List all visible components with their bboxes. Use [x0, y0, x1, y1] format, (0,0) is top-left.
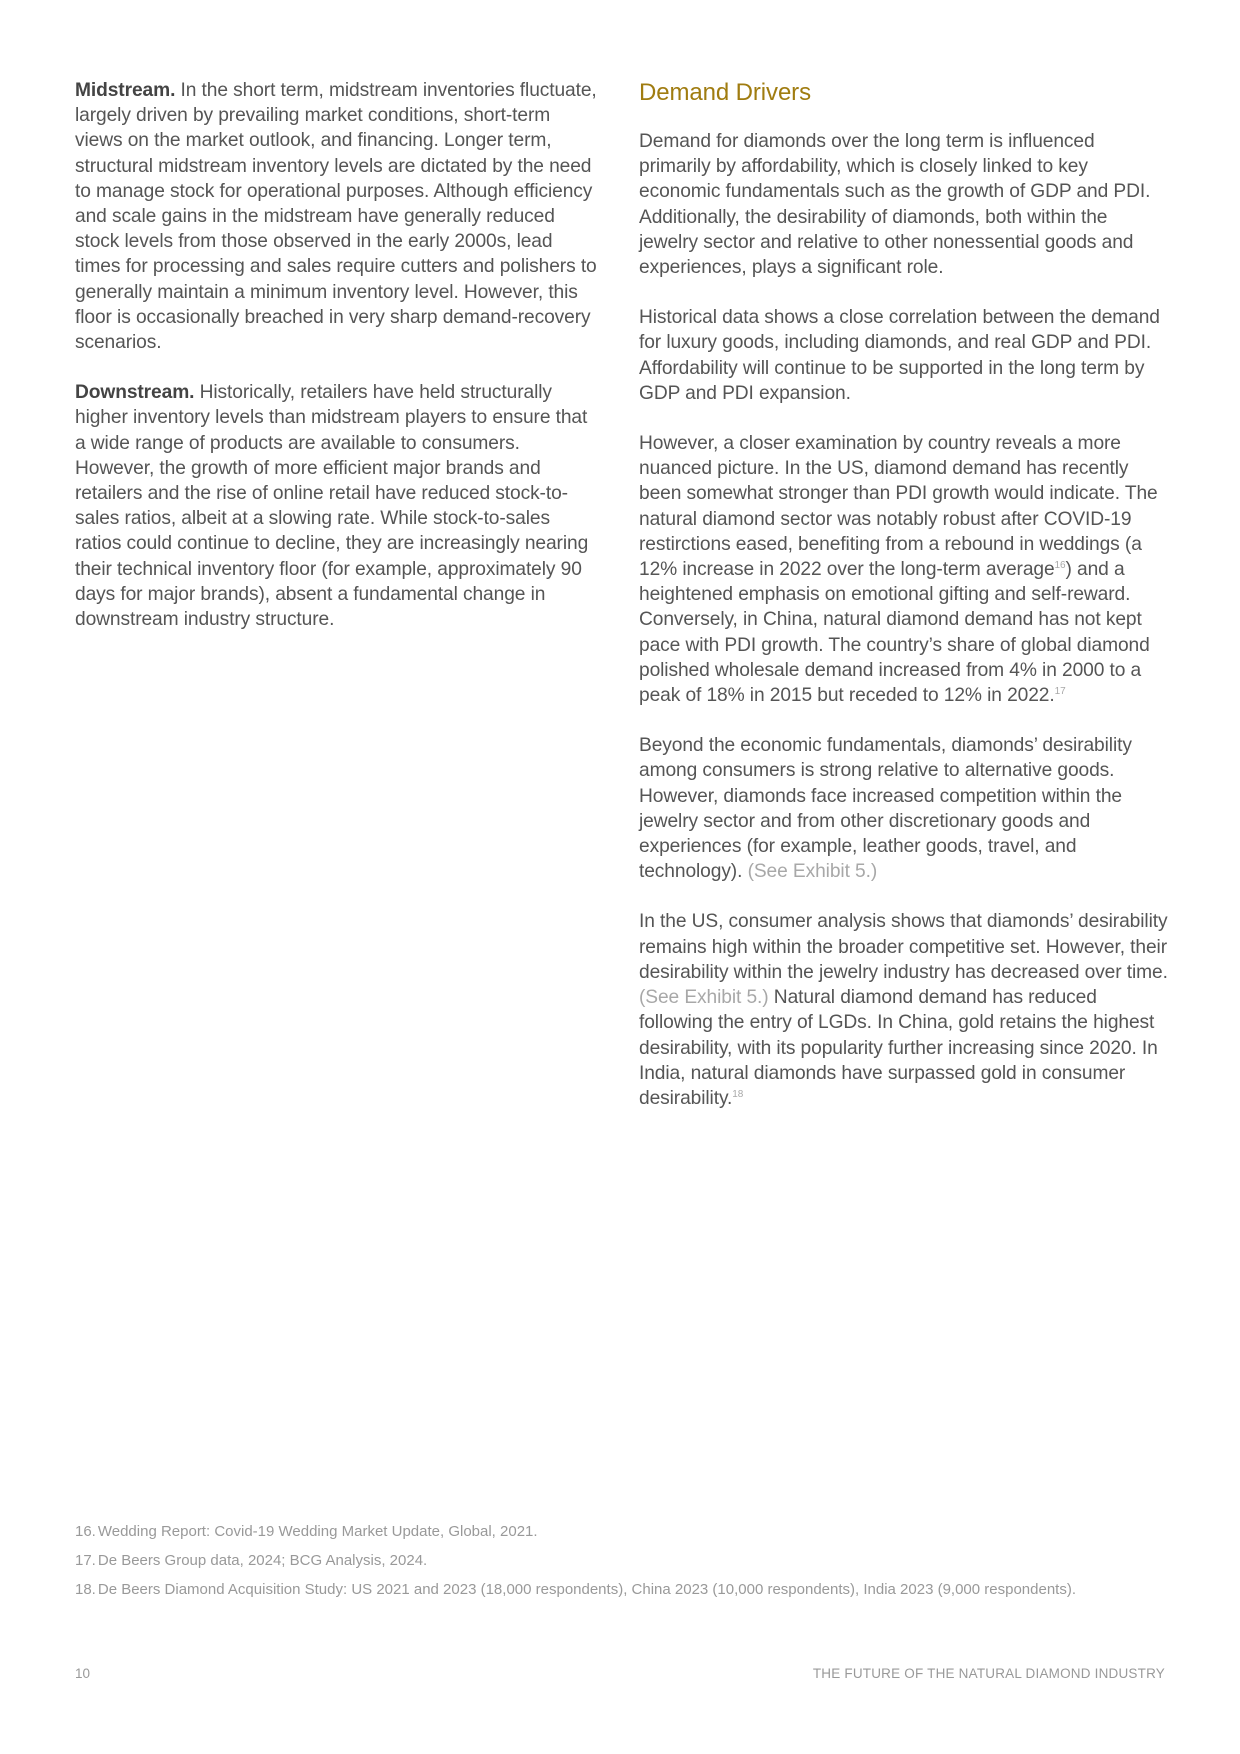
exhibit-link[interactable]: (See Exhibit 5.) — [747, 861, 878, 883]
footnote-text: De Beers Group data, 2024; BCG Analysis, 2024. — [97, 1552, 428, 1569]
right-column — [639, 78, 1169, 1136]
running-title: THE FUTURE OF THE NATURAL DIAMOND INDUSTRY — [812, 1666, 1165, 1681]
left-column — [75, 78, 600, 657]
footnote-16 — [75, 1522, 1175, 1551]
section-heading: Demand Drivers — [639, 79, 811, 106]
footnotes — [75, 1522, 1175, 1609]
demand-paragraph-3 — [639, 431, 1169, 708]
midstream-paragraph — [75, 78, 600, 355]
demand-paragraph-5 — [639, 909, 1169, 1111]
footnote-number: 18. — [75, 1581, 96, 1598]
paragraph-text: However, a closer examination by country reveals a more nuanced picture. In the US, diamond demand has recently been somewhat stronger than PDI growth would indicate. The natural diamond sector was notably robust after COVID-19 restirctions eased, benefiting from a rebound in weddings (a 12% increase in 2022 over the long-term average — [639, 433, 1158, 581]
footnote-18 — [75, 1580, 1175, 1609]
footnote-number: 17. — [75, 1552, 96, 1569]
demand-paragraph-2: Historical data shows a close correlation between the demand for luxury goods, including diamonds, and real GDP and PDI. Affordability will continue to be supported in the long term by GDP and PDI expansion. — [639, 307, 1160, 404]
paragraph-text: Natural diamond demand has reduced following the entry of LGDs. In China, gold retains the highest desirability, with its popularity further increasing since 2020. In India, natural diamonds have surpassed gold in consumer desirability. — [639, 987, 1158, 1109]
page-number: 10 — [75, 1666, 91, 1681]
footnote-17 — [75, 1551, 1175, 1580]
footnote-ref-17[interactable]: 17 — [1054, 686, 1066, 698]
downstream-paragraph — [75, 380, 600, 632]
exhibit-link[interactable]: (See Exhibit 5.) — [639, 987, 769, 1009]
downstream-lead: Downstream. — [75, 382, 195, 404]
paragraph-text: ) and a heightened emphasis on emotional gifting and self-reward. Conversely, in China, natural diamond demand has not kept pace with PDI growth. The country’s share of global diamond polished wholesale demand increased from 4% in 2000 to a peak of 18% in 2015 but receded to 12% in 2022. — [639, 559, 1150, 707]
footnote-text: Wedding Report: Covid-19 Wedding Market Update, Global, 2021. — [97, 1523, 538, 1540]
downstream-text: Historically, retailers have held structurally higher inventory levels than midstream players to ensure that a wide range of products are available to consumers. However, the growth of more efficient major brands and retailers and the rise of online retail have reduced stock-to-sales ratios, albeit at a slowing rate. While stock-to-sales ratios could continue to decline, they are increasingly nearing their technical inventory floor (for example, approximately 90 days for major brands), absent a fundamental change in downstream industry structure. — [75, 382, 589, 631]
footnote-number: 16. — [75, 1523, 96, 1540]
paragraph-text: In the US, consumer analysis shows that diamonds’ desirability remains high within the broader competitive set. However, their desirability within the jewelry industry has decreased over time. — [639, 911, 1168, 983]
demand-paragraph-4 — [639, 733, 1169, 884]
demand-paragraph-1: Demand for diamonds over the long term is influenced primarily by affordability, which is closely linked to key economic fundamentals such as the growth of GDP and PDI. Additionally, the desirability of diamonds, both within the jewelry sector and relative to other nonessential goods and experiences, plays a significant role. — [639, 131, 1151, 279]
footnote-ref-16[interactable]: 16 — [1054, 560, 1066, 572]
midstream-lead: Midstream. — [75, 80, 176, 101]
midstream-text: In the short term, midstream inventories fluctuate, largely driven by prevailing market conditions, short-term views on the market outlook, and financing. Longer term, structural midstream inventory levels are dictated by the need to manage stock for operational purposes. Although efficiency and scale gains in the midstream have generally reduced stock levels from those observed in the early 2000s, lead times for processing and sales require cutters and polishers to generally maintain a minimum inventory level. However, this floor is occasionally breached in very sharp demand-recovery scenarios. — [75, 80, 597, 354]
paragraph-text: Beyond the economic fundamentals, diamonds’ desirability among consumers is strong relative to alternative goods. However, diamonds face increased competition within the jewelry sector and from other discretionary goods and experiences (for example, leather goods, travel, and technology). — [639, 735, 1132, 883]
footnote-ref-18[interactable]: 18 — [732, 1088, 744, 1100]
footnote-text: De Beers Diamond Acquisition Study: US 2021 and 2023 (18,000 respondents), China 2023 (10,000 respondents), India 2023 (9,000 respondents). — [97, 1581, 1077, 1598]
